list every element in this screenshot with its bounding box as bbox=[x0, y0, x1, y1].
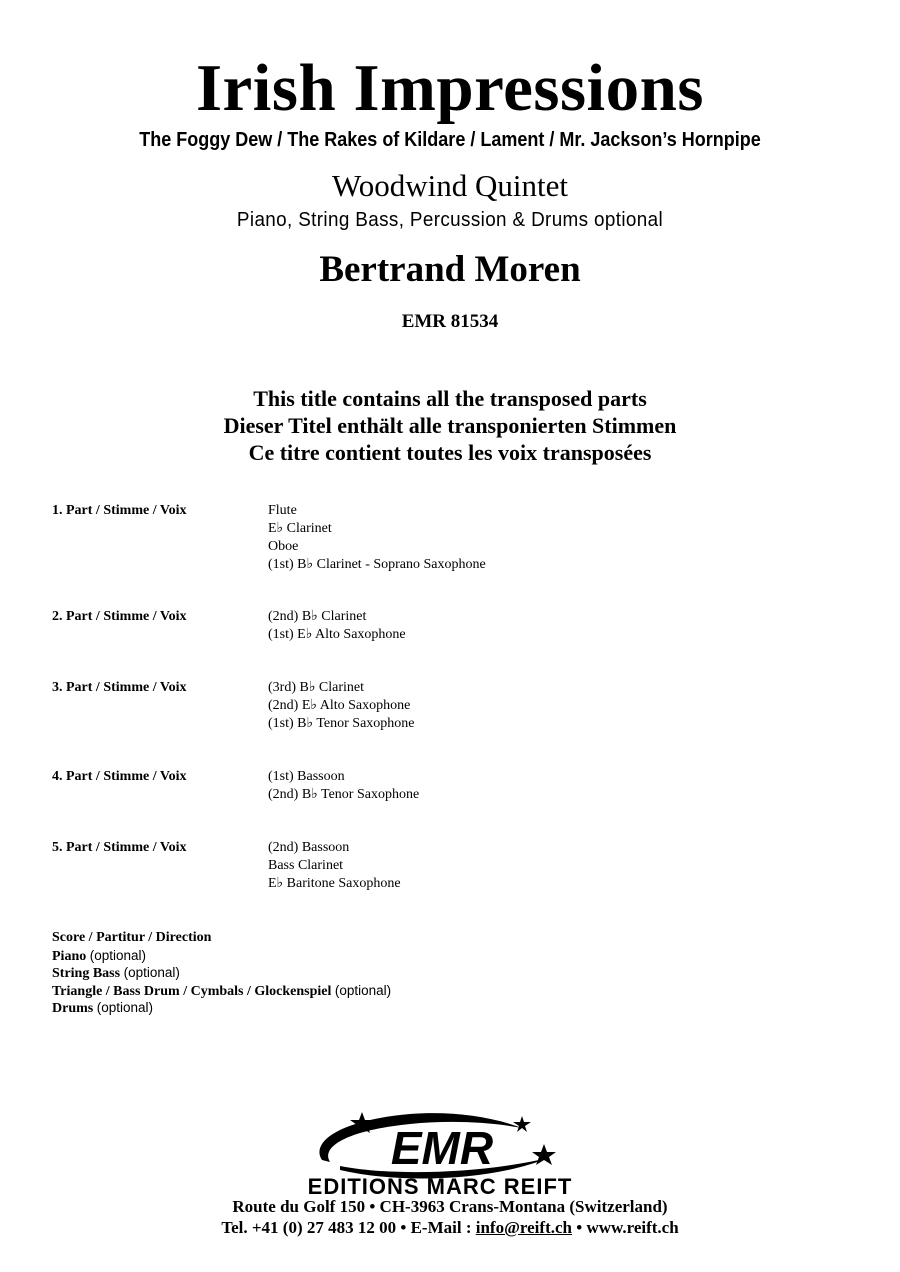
publisher-address: Route du Golf 150 • CH-3963 Crans-Montana (Switzerland) bbox=[232, 1197, 668, 1216]
part-2-label: 2. Part / Stimme / Voix bbox=[52, 609, 187, 624]
phone-number: Tel. +41 (0) 27 483 12 00 bbox=[221, 1218, 397, 1237]
publisher-contact: Tel. +41 (0) 27 483 12 00 • E-Mail : info@reift.ch • www.reift.ch bbox=[221, 1218, 679, 1237]
part-5-label: 5. Part / Stimme / Voix bbox=[52, 840, 187, 855]
part-5-instruments bbox=[268, 839, 401, 893]
email-label: E-Mail : bbox=[410, 1218, 472, 1237]
part-1-instruments bbox=[268, 502, 486, 574]
page-title: Irish Impressions bbox=[195, 51, 705, 125]
instrument-item: (3rd) B♭ Clarinet bbox=[268, 680, 365, 695]
instrument-item: Flute bbox=[268, 503, 297, 518]
catalog-number: EMR 81534 bbox=[401, 311, 499, 332]
optional-instruments: Piano, String Bass, Percussion & Drums optional bbox=[236, 208, 664, 231]
part-4-instruments bbox=[268, 768, 419, 804]
extra-part-percussion: Triangle / Bass Drum / Cymbals / Glockenspiel (optional) bbox=[52, 982, 392, 999]
part-1-label: 1. Part / Stimme / Voix bbox=[52, 503, 187, 518]
instrument-item: (1st) B♭ Tenor Saxophone bbox=[268, 716, 415, 731]
extra-part-string-bass: String Bass (optional) bbox=[52, 965, 180, 981]
instrument-item: Bass Clarinet bbox=[268, 858, 344, 873]
instrument-item: Oboe bbox=[268, 539, 299, 554]
part-3-label: 3. Part / Stimme / Voix bbox=[52, 680, 187, 695]
extra-part-score: Score / Partitur / Direction bbox=[52, 930, 212, 945]
movement-list: The Foggy Dew / The Rakes of Kildare / Lament / Mr. Jackson’s Hornpipe bbox=[139, 129, 761, 151]
instrument-item: (2nd) E♭ Alto Saxophone bbox=[268, 698, 411, 713]
instrument-item: (1st) B♭ Clarinet - Soprano Saxophone bbox=[268, 557, 486, 572]
email-link[interactable]: info@reift.ch bbox=[475, 1218, 572, 1237]
part-3-instruments bbox=[268, 679, 415, 733]
star-icon bbox=[513, 1116, 531, 1132]
notice-french: Ce titre contient toutes les voix transposées bbox=[248, 440, 652, 465]
instrument-item: E♭ Baritone Saxophone bbox=[268, 876, 401, 891]
publisher-name: EDITIONS MARC REIFT bbox=[307, 1174, 573, 1198]
additional-parts-list bbox=[52, 929, 391, 1017]
extra-part-piano: Piano (optional) bbox=[52, 947, 147, 964]
emr-publisher-logo bbox=[300, 1102, 580, 1198]
instrument-item: (1st) E♭ Alto Saxophone bbox=[268, 627, 406, 642]
logo-monogram: EMR bbox=[390, 1122, 494, 1174]
instrument-item: (2nd) B♭ Tenor Saxophone bbox=[268, 787, 420, 802]
instrument-item: (1st) Bassoon bbox=[268, 769, 345, 784]
composer-name: Bertrand Moren bbox=[319, 249, 581, 290]
website-link[interactable]: www.reift.ch bbox=[586, 1218, 679, 1237]
instrument-item: E♭ Clarinet bbox=[268, 521, 332, 536]
extra-part-drums: Drums (optional) bbox=[52, 1000, 154, 1016]
notice-english: This title contains all the transposed parts bbox=[253, 386, 647, 411]
instrument-item: (2nd) B♭ Clarinet bbox=[268, 609, 367, 624]
notice-german: Dieser Titel enthält alle transponierten Stimmen bbox=[223, 413, 677, 438]
ensemble-name: Woodwind Quintet bbox=[331, 168, 568, 203]
part-2-instruments bbox=[268, 608, 406, 644]
part-4-label: 4. Part / Stimme / Voix bbox=[52, 769, 187, 784]
instrument-item: (2nd) Bassoon bbox=[268, 840, 350, 855]
